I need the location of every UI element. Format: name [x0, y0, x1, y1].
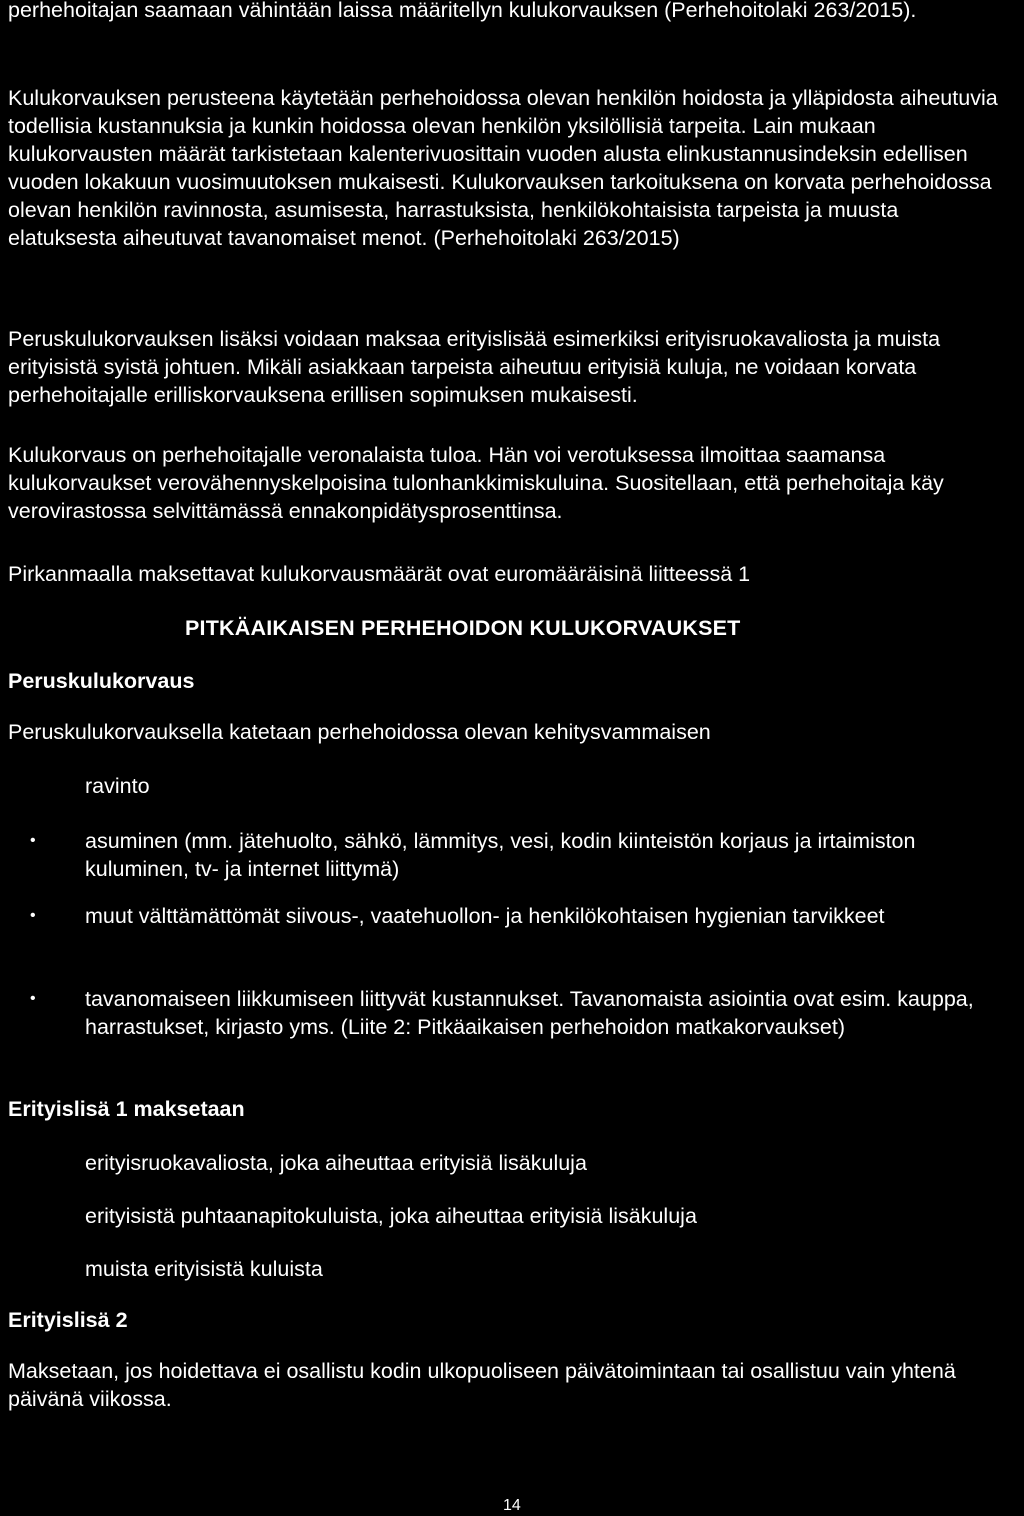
- heading-erityislisa-2: Erityislisä 2: [8, 1308, 128, 1332]
- list-item-text: muut välttämättömät siivous-, vaatehuollon- ja henkilökohtaisen hygienian tarvikkeet: [85, 904, 885, 928]
- list-item-puhtaanapitokuluista: [85, 1202, 1005, 1230]
- heading-erityislisa-1: Erityislisä 1 maksetaan: [8, 1097, 245, 1121]
- list-item-muista-kuluista: [85, 1255, 1005, 1283]
- list-item-ravinto: [85, 772, 1005, 800]
- list-item-text: asuminen (mm. jätehuolto, sähkö, lämmitys, vesi, kodin kiinteistön korjaus ja irtaimiston kuluminen, tv- ja internet liittymä): [85, 829, 916, 881]
- paragraph-kulukorvauksen-perusteena: Kulukorvauksen perusteena käytetään perhehoidossa olevan henkilön hoidosta ja ylläpidosta aiheutuvia todellisia kustannuksia ja kunkin hoidossa olevan henkilön yksilöllisiä tarpeita. Lain mukaan kulukorvausten määrät tarkistetaan kalenterivuosittain vuoden alusta elinkustannusindeksin edellisen vuoden lokakuun vuosimuutoksen mukaisesti. Kulukorvauksen tarkoituksena on korvata perhehoidossa olevan henkilön ravinnosta, asumisesta, harrastuksista, henkilökohtaisista tarpeista ja muusta elatuksesta aiheutuvat tavanomaiset menot. (Perhehoitolaki 263/2015): [8, 86, 998, 250]
- heading-peruskulukorvaus: Peruskulukorvaus: [8, 669, 195, 693]
- paragraph-pirkanmaalla: Pirkanmaalla maksettavat kulukorvausmäärät ovat euromääräisinä liitteessä 1: [8, 562, 751, 586]
- bullet-icon: •: [30, 907, 36, 924]
- list-item-text: muista erityisistä kuluista: [85, 1257, 323, 1281]
- erityislisa-2-text: Maksetaan, jos hoidettava ei osallistu kodin ulkopuoliseen päivätoimintaan tai osallistuu vain yhtenä päivänä viikossa.: [8, 1359, 956, 1411]
- main-heading: PITKÄAIKAISEN PERHEHOIDON KULUKORVAUKSET: [185, 616, 741, 640]
- list-item-text: tavanomaiseen liikkumiseen liittyvät kustannukset. Tavanomaista asiointia ovat esim. kauppa, harrastukset, kirjasto yms. (Liite 2: Pitkäaikaisen perhehoidon matkakorvaukset): [85, 987, 974, 1039]
- list-item-erityisruokavaliosta: [85, 1149, 1005, 1177]
- bullet-icon: •: [30, 990, 36, 1007]
- bullet-icon: •: [30, 832, 36, 849]
- peruskulukorvaus-intro: Peruskulukorvauksella katetaan perhehoidossa olevan kehitysvammaisen: [8, 720, 711, 744]
- intro-paragraph-end: perhehoitajan saamaan vähintään laissa määritellyn kulukorvauksen (Perhehoitolaki 263/2015).: [8, 0, 917, 22]
- page-number: 14: [503, 1497, 521, 1514]
- paragraph-kulukorvaus-veronalaista: Kulukorvaus on perhehoitajalle veronalaista tuloa. Hän voi verotuksessa ilmoittaa saamansa kulukorvaukset verovähennyskelpoisina tulonhankkimiskuluina. Suositellaan, että perhehoitaja käy verovirastossa selvittämässä ennakonpidätysprosenttinsa.: [8, 443, 944, 523]
- list-item-text: erityisruokavaliosta, joka aiheuttaa erityisiä lisäkuluja: [85, 1151, 587, 1175]
- list-item-text: erityisistä puhtaanapitokuluista, joka aiheuttaa erityisiä lisäkuluja: [85, 1204, 697, 1228]
- paragraph-peruskulukorvauksen-lisaksi: Peruskulukorvauksen lisäksi voidaan maksaa erityislisää esimerkiksi erityisruokavaliosta ja muista erityisistä syistä johtuen. Mikäli asiakkaan tarpeista aiheutuu erityisiä kuluja, ne voidaan korvata perhehoitajalle erilliskorvauksena erillisen sopimuksen mukaisesti.: [8, 327, 941, 407]
- list-item-text: ravinto: [85, 774, 150, 798]
